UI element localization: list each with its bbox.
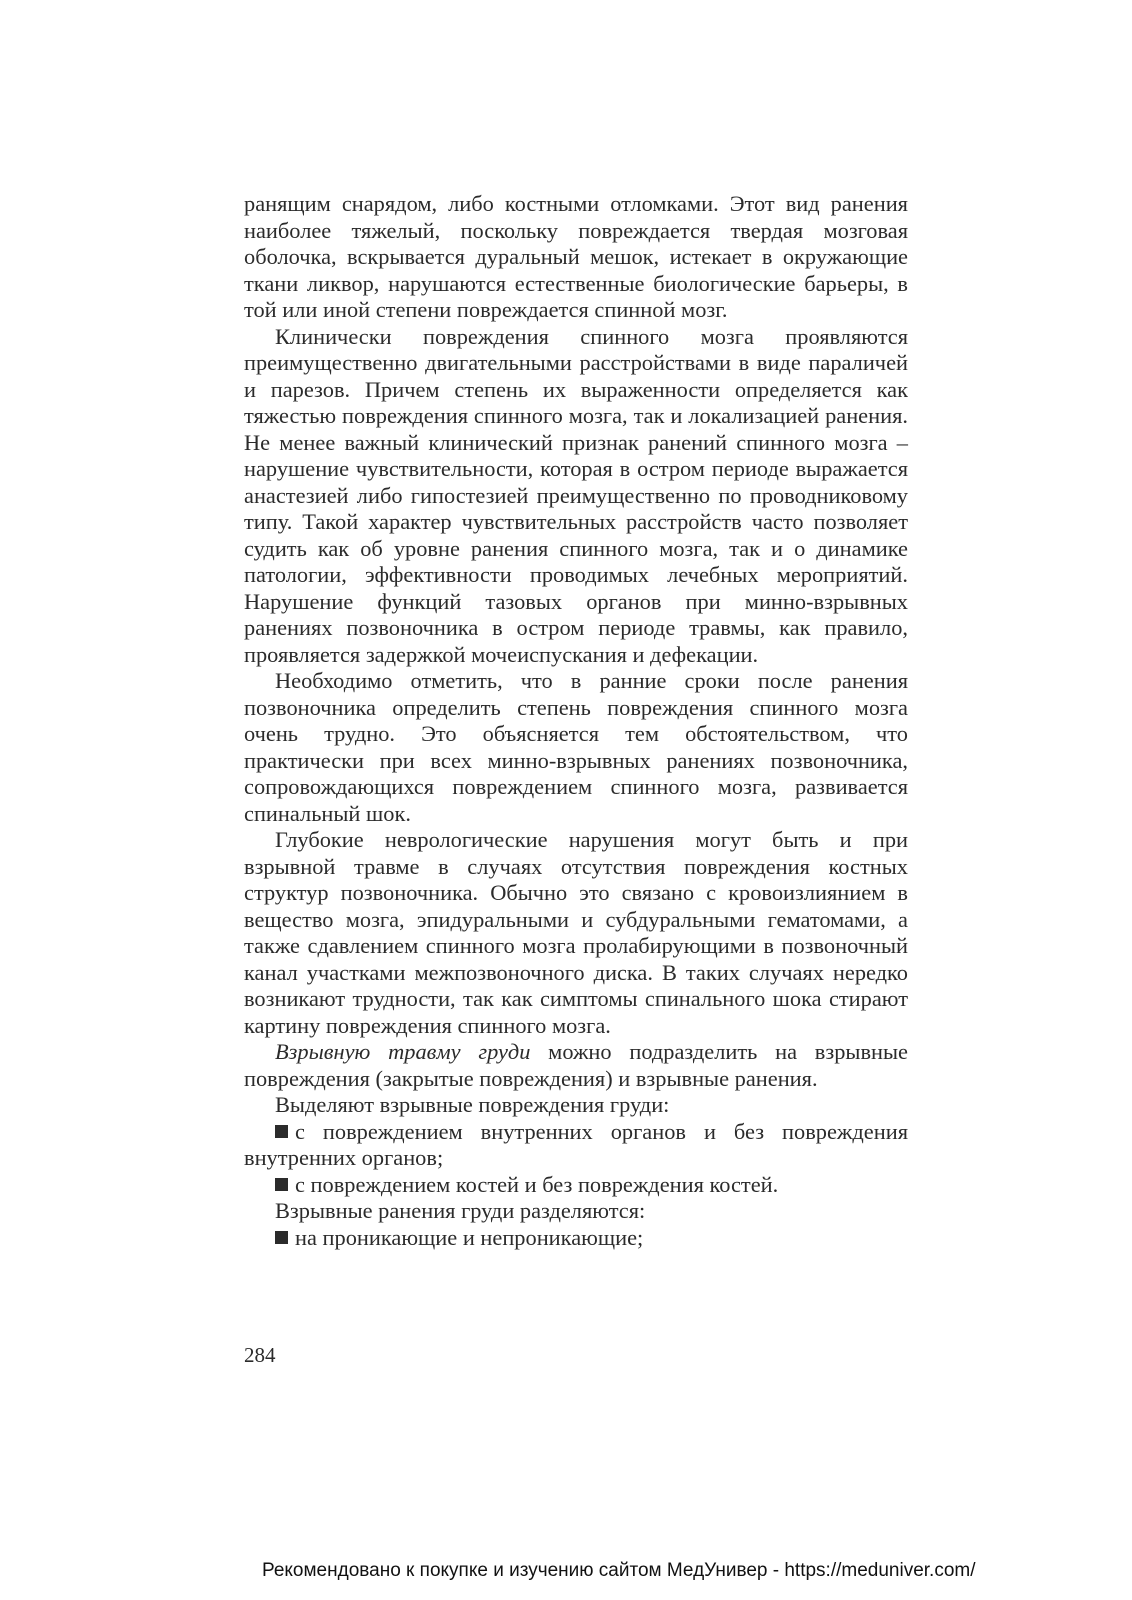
- paragraph-early-diagnosis: Необходимо отметить, что в ранние сроки после ранения позвоночника определить степень повреждения спинного мозга очень трудно. Это объясняется тем обстоятельством, что практически при всех минно-взрывных ранениях позвоночника, сопровождающихся повреждением спинного мозга, развивается спинальный шок.: [244, 668, 908, 826]
- square-bullet-icon: [275, 1231, 288, 1244]
- list-item: [244, 1172, 908, 1199]
- paragraph-clinical-signs: Клинически повреждения спинного мозга проявляются преимущественно двигательными расстройствами в виде параличей и парезов. Причем степень их выраженности определяется как тяжестью повреждения спинного мозга, так и локализацией ранения. Не менее важный клинический признак ранений спинного мозга – нарушение чувствительности, которая в остром периоде выражается анастезией либо гипостезией преимущественно по проводниковому типу. Такой характер чувствительных расстройств часто позволяет судить как об уровне ранения спинного мозга, так и о динамике патологии, эффективности проводимых лечебных мероприятий. Нарушение функций тазовых органов при минно-взрывных ранениях позвоночника в остром периоде травмы, как правило, проявляется задержкой мочеиспускания и дефекации.: [244, 323, 908, 667]
- square-bullet-icon: [275, 1125, 288, 1138]
- list-item: [244, 1119, 908, 1172]
- paragraph-continuation: ранящим снарядом, либо костными отломками. Этот вид ранения наиболее тяжелый, поскольку повреждается твердая мозговая оболочка, вскрывается дуральный мешок, истекает в окружающие ткани ликвор, нарушаются естественные биологические барьеры, в той или иной степени повреждается спинной мозг.: [244, 191, 908, 322]
- list-item: [244, 1225, 908, 1252]
- footer-recommendation: Рекомендовано к покупке и изучению сайтом МедУнивер - https://meduniver.com/: [262, 1560, 976, 1581]
- list-item-text: на проникающие и непроникающие;: [295, 1224, 644, 1250]
- list1-heading: Выделяют взрывные повреждения груди:: [275, 1092, 670, 1117]
- body-text: [244, 191, 908, 1251]
- chest-trauma-rest: можно подразделить на взрывные повреждения (закрытые повреждения) и взрывные ранения.: [244, 1039, 908, 1091]
- page-number: 284: [244, 1343, 276, 1367]
- paragraph-neurological-disorders: Глубокие неврологические нарушения могут быть и при взрывной травме в случаях отсутствия повреждения костных структур позвоночника. Обычно это связано с кровоизлиянием в вещество мозга, эпидуральными и субдуральными гематомами, а также сдавлением спинного мозга пролабирующими в позвоночный канал участками межпозвоночного диска. В таких случаях нередко возникают трудности, так как симптомы спинального шока стирают картину повреждения спинного мозга.: [244, 827, 908, 1038]
- list-item-text: с повреждением внутренних органов и без повреждения внутренних органов;: [244, 1118, 908, 1170]
- chest-trauma-term: Взрывную травму груди: [275, 1039, 531, 1064]
- list2-heading: Взрывные ранения груди разделяются:: [275, 1198, 646, 1223]
- list-item-text: с повреждением костей и без повреждения костей.: [295, 1171, 779, 1197]
- paragraph-chest-trauma: [244, 1039, 908, 1092]
- square-bullet-icon: [275, 1178, 288, 1191]
